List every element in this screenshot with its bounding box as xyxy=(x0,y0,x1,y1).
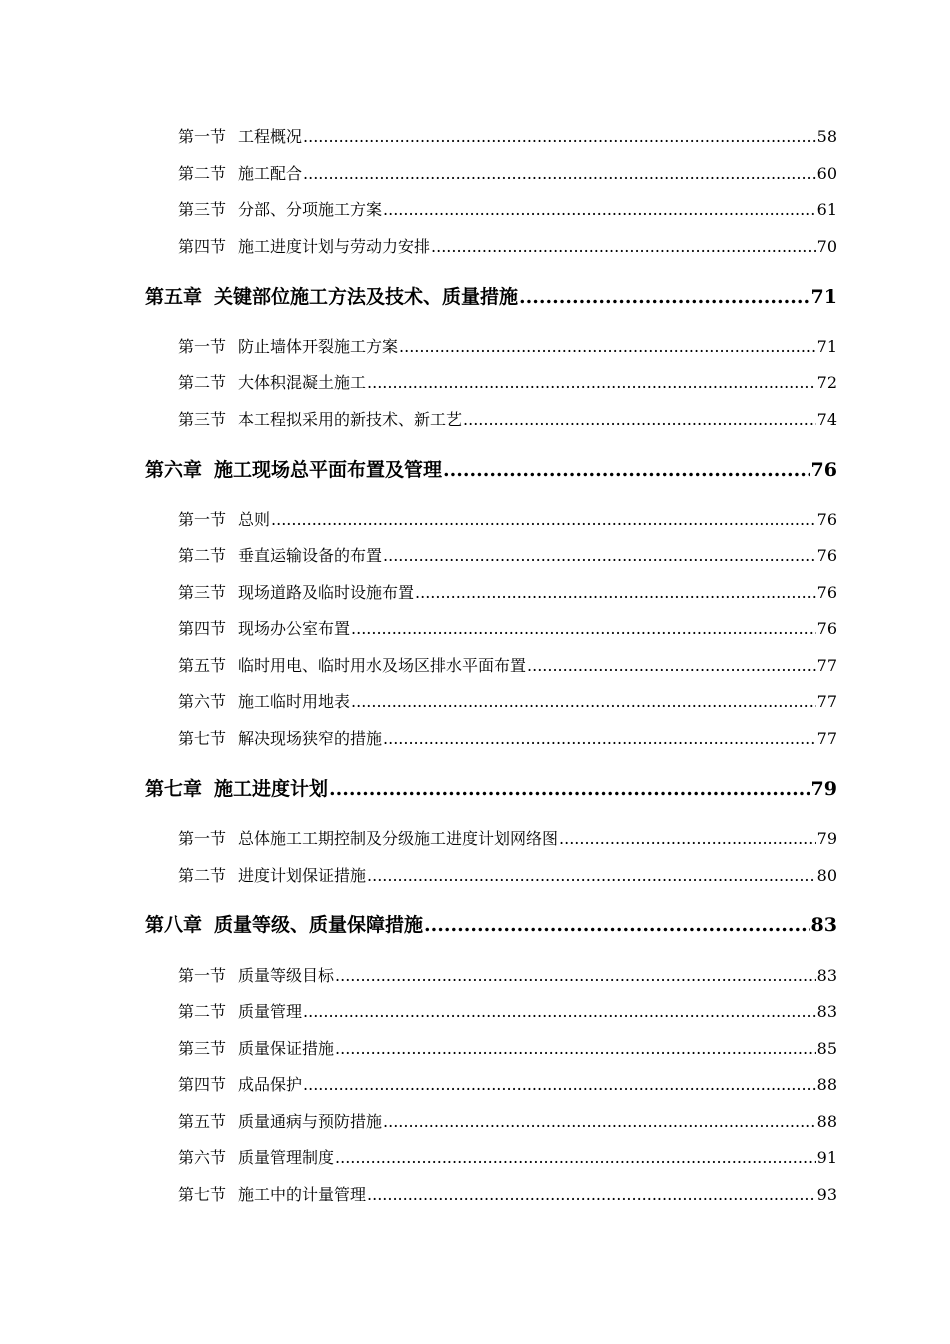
toc-entry-title: 临时用电、临时用水及场区排水平面布置 xyxy=(238,656,527,675)
toc-entry[interactable] xyxy=(178,1074,837,1096)
toc-entry-title: 大体积混凝土施工 xyxy=(238,373,367,392)
toc-entry-title: 工程概况 xyxy=(238,127,303,146)
dot-leader xyxy=(367,1184,816,1206)
toc-entry[interactable] xyxy=(178,1111,837,1133)
toc-entry-title: 进度计划保证措施 xyxy=(238,866,367,885)
toc-chapter-title: 关键部位施工方法及技术、质量措施 xyxy=(214,286,519,308)
toc-entry-page: 72 xyxy=(816,373,837,392)
toc-chapter-page: 71 xyxy=(810,286,837,308)
toc-entry-page: 83 xyxy=(816,966,837,985)
toc-entry-number: 第三节 xyxy=(178,583,227,602)
toc-entry-number: 第一节 xyxy=(178,337,227,356)
dot-leader xyxy=(383,199,816,221)
toc-entry-number: 第一节 xyxy=(178,127,227,146)
toc-entry-number: 第一节 xyxy=(178,829,227,848)
toc-entry-number: 第二节 xyxy=(178,1002,227,1021)
toc-entry-number: 第三节 xyxy=(178,410,227,429)
dot-leader xyxy=(383,545,816,567)
toc-entry[interactable] xyxy=(178,1001,837,1023)
toc-entry[interactable] xyxy=(178,126,837,148)
toc-entry[interactable] xyxy=(178,582,837,604)
toc-entry-number: 第六节 xyxy=(178,1148,227,1167)
toc-entry-page: 60 xyxy=(816,164,837,183)
dot-leader xyxy=(271,509,816,531)
toc-entry-title: 质量通病与预防措施 xyxy=(238,1112,383,1131)
toc-entry-page: 88 xyxy=(816,1075,837,1094)
toc-entry-page: 76 xyxy=(816,546,837,565)
dot-leader xyxy=(367,372,816,394)
toc-entry-title: 质量管理 xyxy=(238,1002,303,1021)
toc-entry-number: 第四节 xyxy=(178,237,227,256)
dot-leader xyxy=(424,912,810,938)
dot-leader xyxy=(303,1001,816,1023)
toc-entry-page: 71 xyxy=(816,337,837,356)
toc-entry[interactable] xyxy=(178,828,837,850)
toc-entry-title: 现场办公室布置 xyxy=(238,619,351,638)
toc-entry[interactable] xyxy=(178,409,837,431)
toc-entry-title: 成品保护 xyxy=(238,1075,303,1094)
dot-leader xyxy=(431,236,816,258)
toc-entry-number: 第二节 xyxy=(178,546,227,565)
toc-entry-number: 第四节 xyxy=(178,1075,227,1094)
dot-leader xyxy=(383,1111,816,1133)
toc-entry[interactable] xyxy=(178,509,837,531)
dot-leader xyxy=(527,655,816,677)
toc-entry-page: 77 xyxy=(816,692,837,711)
toc-entry-page: 70 xyxy=(816,237,837,256)
toc-entry-page: 85 xyxy=(816,1039,837,1058)
toc-entry-number: 第二节 xyxy=(178,373,227,392)
toc-chapter-title: 质量等级、质量保障措施 xyxy=(214,914,424,936)
toc-entry-page: 91 xyxy=(816,1148,837,1167)
toc-entry-title: 施工进度计划与劳动力安排 xyxy=(238,237,431,256)
toc-entry-page: 83 xyxy=(816,1002,837,1021)
toc-chapter-title: 施工现场总平面布置及管理 xyxy=(214,459,443,481)
toc-entry-title: 现场道路及临时设施布置 xyxy=(238,583,415,602)
toc-entry-title: 分部、分项施工方案 xyxy=(238,200,383,219)
toc-chapter-title: 施工进度计划 xyxy=(214,778,329,800)
toc-entry-number: 第七节 xyxy=(178,729,227,748)
toc-entry[interactable] xyxy=(178,655,837,677)
toc-entry-number: 第五节 xyxy=(178,656,227,675)
toc-chapter-page: 76 xyxy=(810,459,837,481)
toc-entry-page: 61 xyxy=(816,200,837,219)
toc-entry[interactable] xyxy=(178,199,837,221)
dot-leader xyxy=(399,336,816,358)
toc-entry-page: 80 xyxy=(816,866,837,885)
toc-chapter-page: 79 xyxy=(810,778,837,800)
toc-entry[interactable] xyxy=(178,1184,837,1206)
dot-leader xyxy=(367,865,816,887)
toc-entry-page: 88 xyxy=(816,1112,837,1131)
toc-entry-number: 第五节 xyxy=(178,1112,227,1131)
toc-chapter-entry[interactable] xyxy=(145,776,837,802)
dot-leader xyxy=(443,457,810,483)
toc-entry[interactable] xyxy=(178,372,837,394)
toc-chapter-entry[interactable] xyxy=(145,457,837,483)
toc-entry-page: 74 xyxy=(816,410,837,429)
toc-entry-title: 解决现场狭窄的措施 xyxy=(238,729,383,748)
toc-entry-title: 本工程拟采用的新技术、新工艺 xyxy=(238,410,463,429)
toc-entry[interactable] xyxy=(178,1038,837,1060)
toc-entry-title: 质量保证措施 xyxy=(238,1039,335,1058)
toc-entry-page: 76 xyxy=(816,510,837,529)
dot-leader xyxy=(335,1038,816,1060)
toc-entry-page: 58 xyxy=(816,127,837,146)
dot-leader xyxy=(335,1147,816,1169)
toc-entry[interactable] xyxy=(178,336,837,358)
dot-leader xyxy=(463,409,816,431)
toc-chapter-page: 83 xyxy=(810,914,837,936)
dot-leader xyxy=(559,828,816,850)
toc-entry-title: 总则 xyxy=(238,510,271,529)
dot-leader xyxy=(415,582,816,604)
toc-chapter-number: 第七章 xyxy=(145,778,203,800)
toc-entry[interactable] xyxy=(178,965,837,987)
toc-entry-number: 第二节 xyxy=(178,866,227,885)
toc-chapter-entry[interactable] xyxy=(145,912,837,938)
toc-entry[interactable] xyxy=(178,865,837,887)
dot-leader xyxy=(383,728,816,750)
toc-entry-title: 施工配合 xyxy=(238,164,303,183)
toc-entry[interactable] xyxy=(178,1147,837,1169)
dot-leader xyxy=(303,163,816,185)
toc-entry-title: 质量管理制度 xyxy=(238,1148,335,1167)
toc-entry-title: 施工临时用地表 xyxy=(238,692,351,711)
toc-entry[interactable] xyxy=(178,236,837,258)
toc-entry-title: 防止墙体开裂施工方案 xyxy=(238,337,399,356)
dot-leader xyxy=(329,776,810,802)
toc-entry-number: 第七节 xyxy=(178,1185,227,1204)
dot-leader xyxy=(303,126,816,148)
toc-entry-page: 77 xyxy=(816,729,837,748)
dot-leader xyxy=(303,1074,816,1096)
dot-leader xyxy=(351,618,816,640)
toc-chapter-number: 第八章 xyxy=(145,914,203,936)
toc-chapter-number: 第五章 xyxy=(145,286,203,308)
toc-entry-title: 质量等级目标 xyxy=(238,966,335,985)
toc-entry-number: 第六节 xyxy=(178,692,227,711)
toc-entry[interactable] xyxy=(178,618,837,640)
toc-chapter-number: 第六章 xyxy=(145,459,203,481)
toc-entry-page: 76 xyxy=(816,619,837,638)
toc-entry-number: 第三节 xyxy=(178,1039,227,1058)
toc-entry[interactable] xyxy=(178,691,837,713)
toc-entry-number: 第二节 xyxy=(178,164,227,183)
dot-leader xyxy=(335,965,816,987)
toc-entry[interactable] xyxy=(178,545,837,567)
toc-entry-page: 93 xyxy=(816,1185,837,1204)
toc-entry[interactable] xyxy=(178,728,837,750)
dot-leader xyxy=(351,691,816,713)
toc-entry-number: 第四节 xyxy=(178,619,227,638)
toc-entry-page: 79 xyxy=(816,829,837,848)
toc-entry-title: 总体施工工期控制及分级施工进度计划网络图 xyxy=(238,829,559,848)
toc-entry-title: 施工中的计量管理 xyxy=(238,1185,367,1204)
toc-chapter-entry[interactable] xyxy=(145,284,837,310)
toc-entry-number: 第一节 xyxy=(178,966,227,985)
toc-entry-page: 77 xyxy=(816,656,837,675)
toc-entry-number: 第一节 xyxy=(178,510,227,529)
toc-entry-title: 垂直运输设备的布置 xyxy=(238,546,383,565)
toc-entry[interactable] xyxy=(178,163,837,185)
toc-entry-number: 第三节 xyxy=(178,200,227,219)
toc-entry-page: 76 xyxy=(816,583,837,602)
dot-leader xyxy=(519,284,810,310)
